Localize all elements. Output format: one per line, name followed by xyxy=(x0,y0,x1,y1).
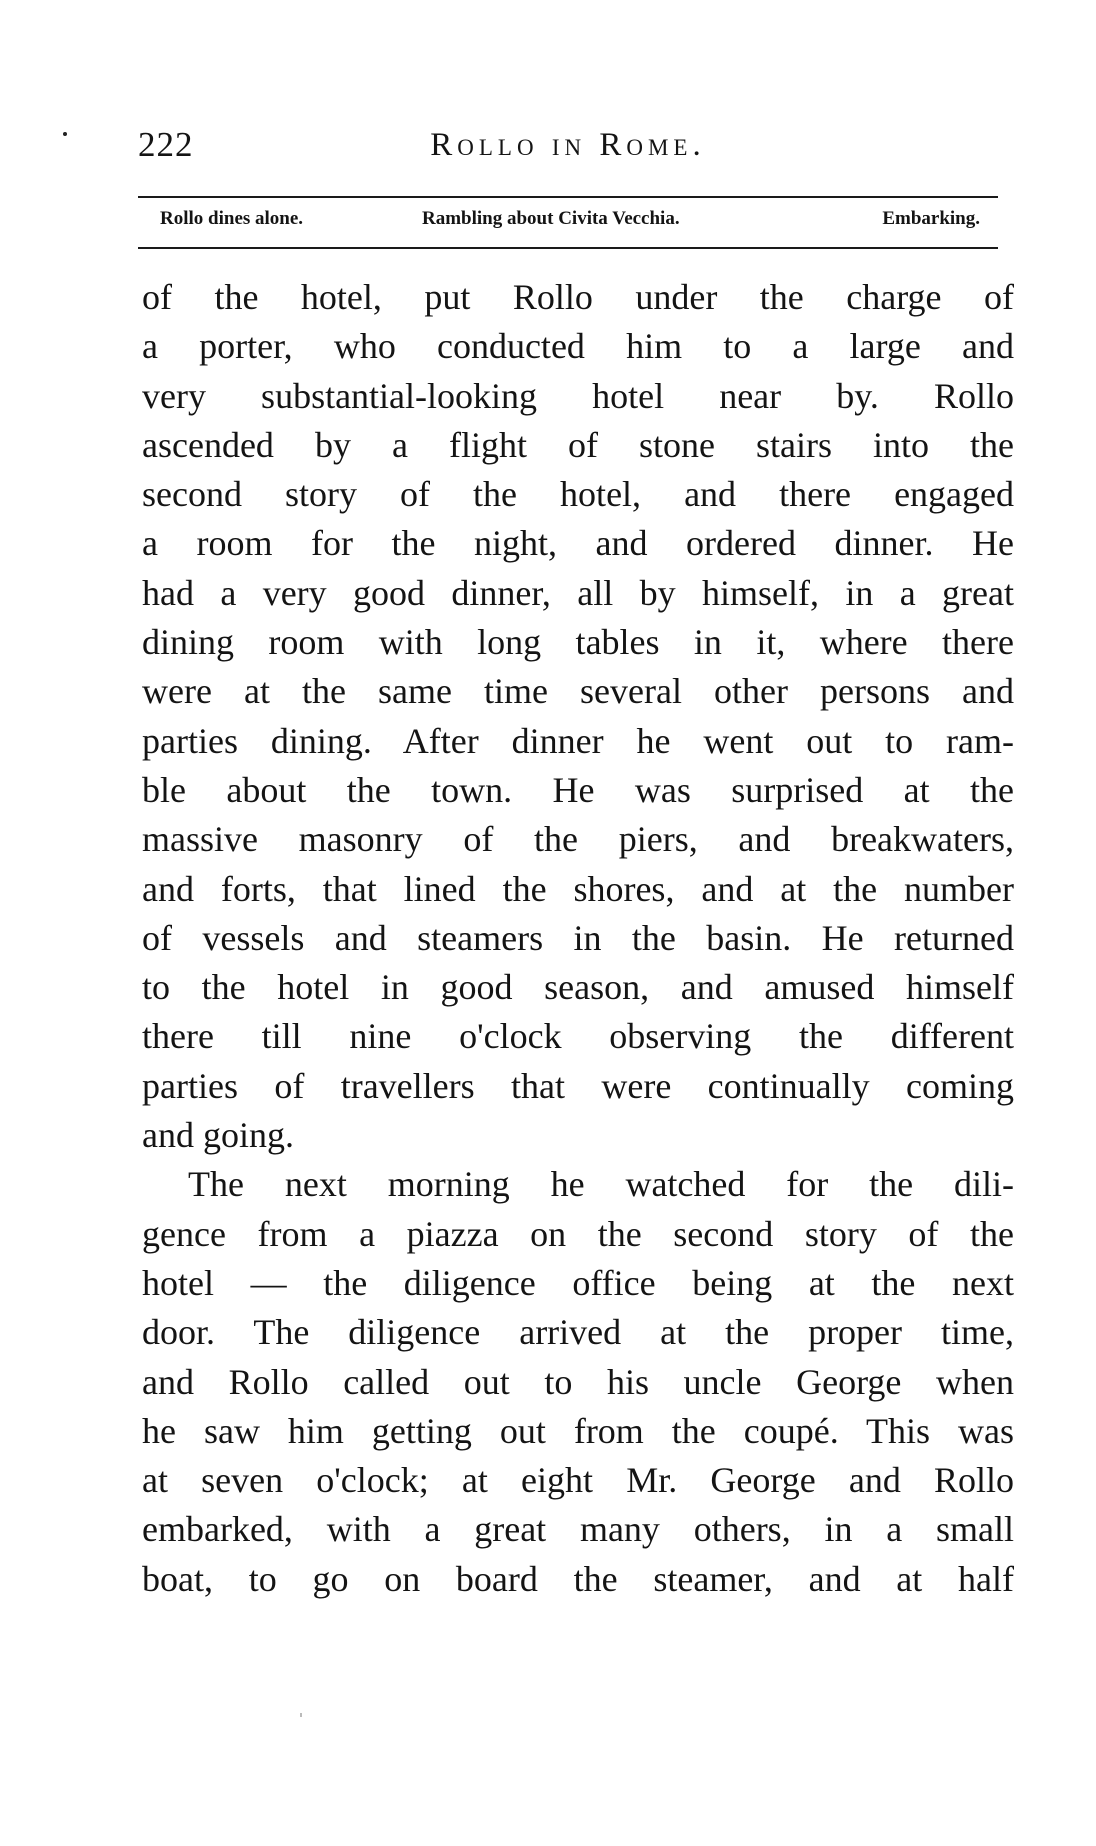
text-line: embarked, with a great many others, in a small xyxy=(142,1509,1014,1550)
text-line: and going. xyxy=(142,1115,294,1156)
page-number: 222 xyxy=(138,125,194,164)
print-speck xyxy=(300,1713,302,1717)
subheading: Rambling about Civita Vecchia. xyxy=(422,208,680,229)
text-line: parties dining. After dinner he went out to ram- xyxy=(142,720,1014,761)
running-head xyxy=(138,125,998,175)
text-line: at seven o'clock; at eight Mr. George and Rollo xyxy=(142,1460,1014,1501)
text-line: massive masonry of the piers, and breakwaters, xyxy=(142,819,1014,860)
text-line: dining room with long tables in it, where there xyxy=(142,622,1014,663)
text-line: were at the same time several other persons and xyxy=(142,671,1014,712)
text-line: a porter, who conducted him to a large and xyxy=(142,326,1014,367)
text-line: gence from a piazza on the second story of the xyxy=(142,1213,1014,1254)
text-line: very substantial-looking hotel near by. Rollo xyxy=(142,375,1014,416)
book-title: Rollo in Rome. xyxy=(430,127,706,163)
paragraph xyxy=(142,273,1014,1160)
text-line: of the hotel, put Rollo under the charge of xyxy=(142,277,1014,317)
text-line: he saw him getting out from the coupé. This was xyxy=(142,1410,1014,1451)
text-line: ble about the town. He was surprised at the xyxy=(142,769,1014,810)
text-line: parties of travellers that were continually coming xyxy=(142,1065,1014,1106)
section-subheadings xyxy=(160,208,980,238)
subheading: Embarking. xyxy=(882,208,980,229)
text-line: there till nine o'clock observing the different xyxy=(142,1016,1014,1057)
paragraph xyxy=(142,1160,1014,1604)
body-text xyxy=(142,273,1014,1604)
text-line: door. The diligence arrived at the proper time, xyxy=(142,1312,1014,1353)
text-line: a room for the night, and ordered dinner. He xyxy=(142,523,1014,564)
subheading: Rollo dines alone. xyxy=(160,208,304,229)
text-line: second story of the hotel, and there engaged xyxy=(142,474,1014,515)
text-line: boat, to go on board the steamer, and at half xyxy=(142,1558,1014,1599)
header-rule-bottom xyxy=(138,247,998,249)
header-rule-top xyxy=(138,196,998,198)
text-line: to the hotel in good season, and amused himself xyxy=(142,967,1014,1008)
text-line: hotel — the diligence office being at the next xyxy=(142,1262,1014,1303)
text-line: had a very good dinner, all by himself, in a great xyxy=(142,572,1014,613)
print-speck xyxy=(63,132,67,136)
text-line: The next morning he watched for the dili- xyxy=(188,1164,1014,1205)
text-line: ascended by a flight of stone stairs into the xyxy=(142,424,1014,465)
text-line: and Rollo called out to his uncle George when xyxy=(142,1361,1014,1402)
text-line: and forts, that lined the shores, and at the number xyxy=(142,868,1014,909)
text-line: of vessels and steamers in the basin. He returned xyxy=(142,917,1014,958)
